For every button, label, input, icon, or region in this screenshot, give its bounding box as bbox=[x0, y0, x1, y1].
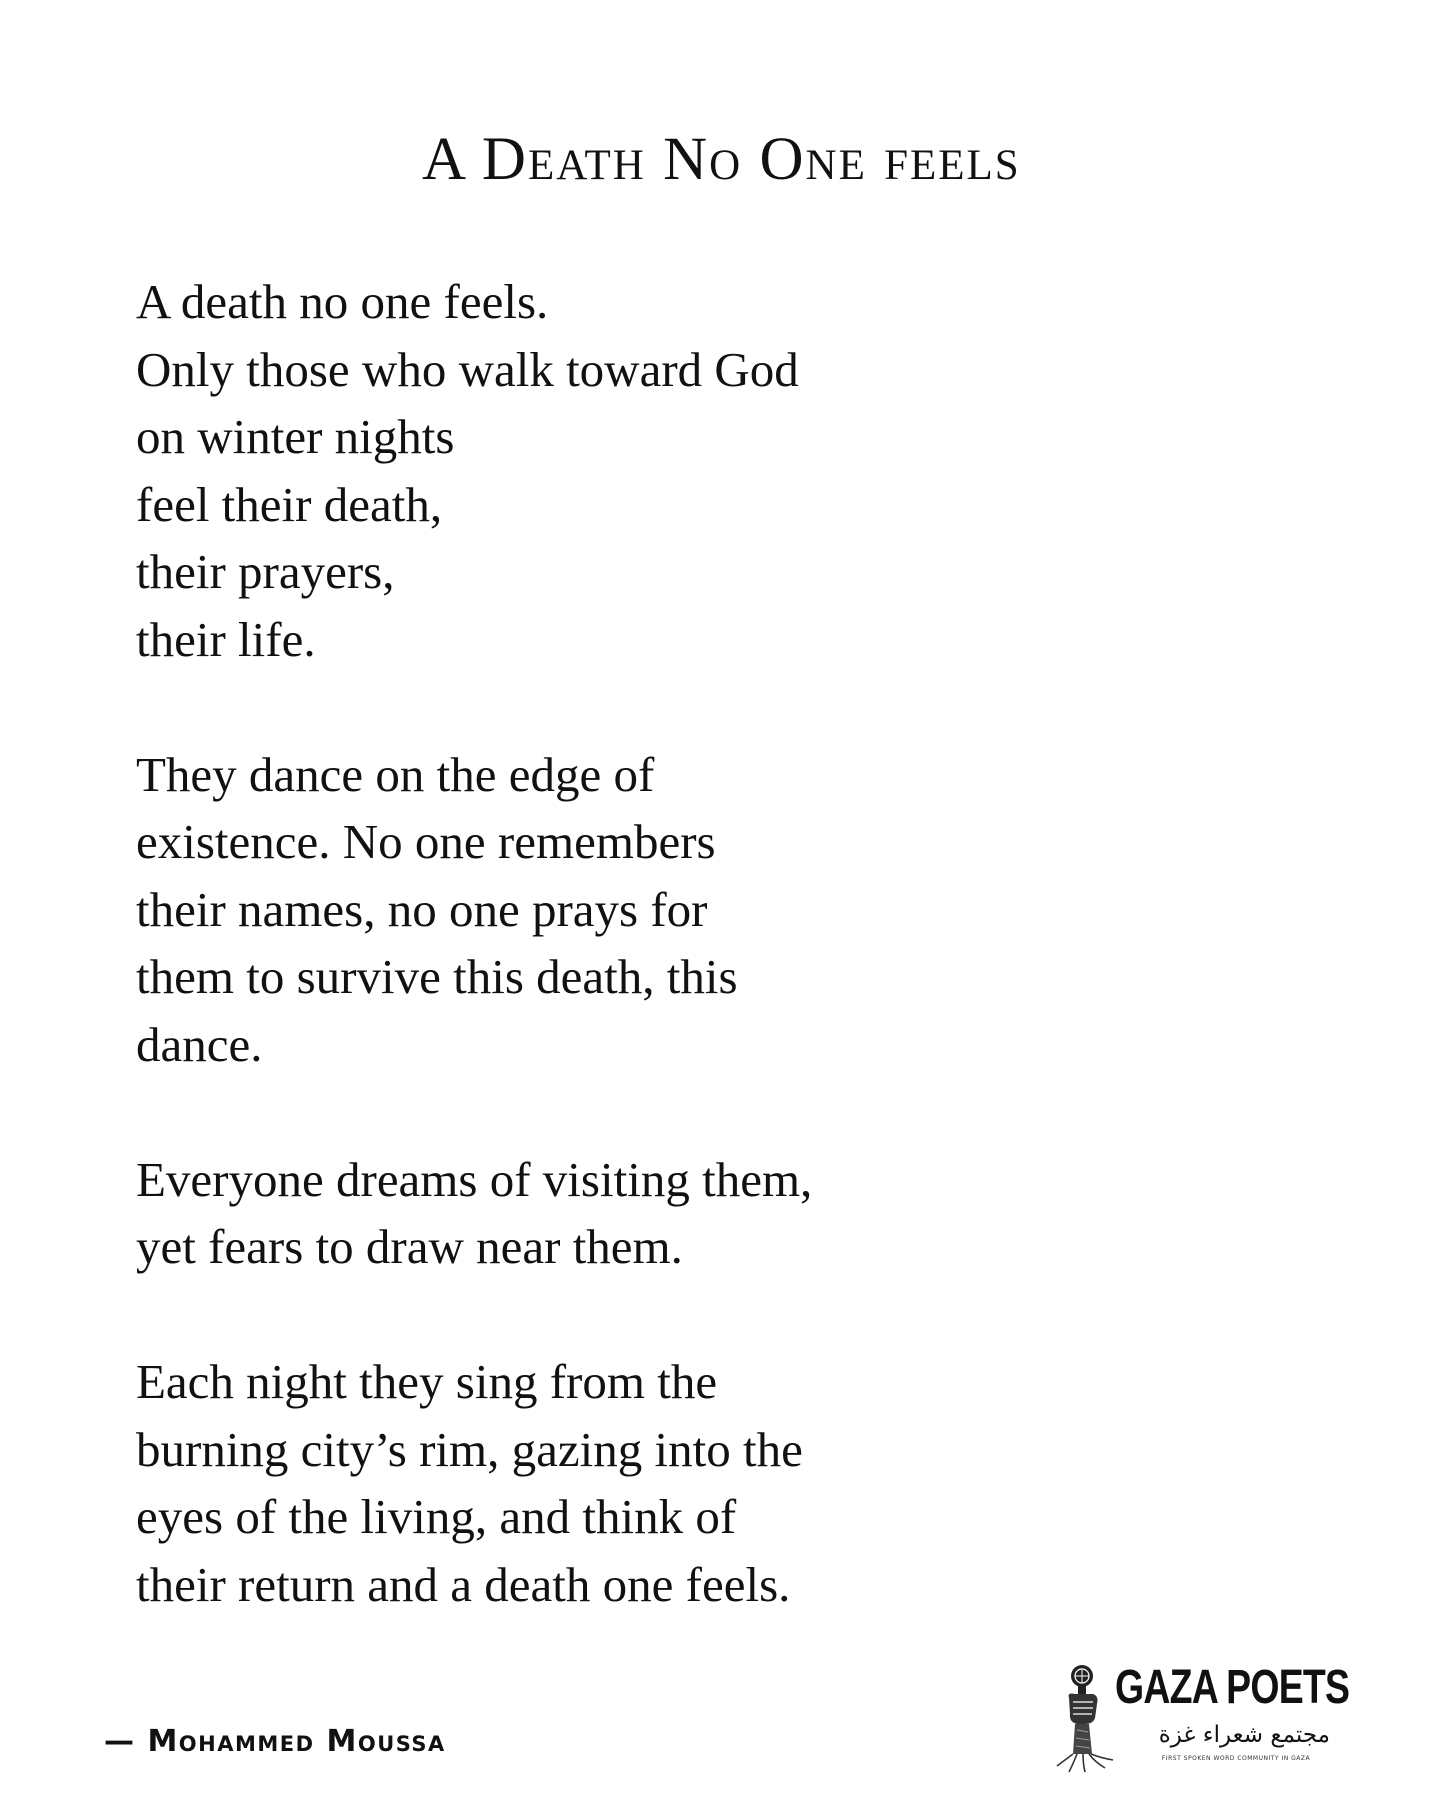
logo-arabic-name: مجتمع شعراء غزة bbox=[1158, 1722, 1330, 1748]
stanza-1 bbox=[136, 268, 1136, 673]
poem-line: their prayers, bbox=[136, 544, 395, 599]
microphone-hand-icon bbox=[1055, 1662, 1115, 1774]
poem-line: them to survive this death, this bbox=[136, 949, 738, 1004]
logo-name: GAZA POETS bbox=[1115, 1661, 1350, 1714]
poem-line: existence. No one remembers bbox=[136, 814, 716, 869]
poem-line: burning city’s rim, gazing into the bbox=[136, 1421, 803, 1477]
stanza-2 bbox=[136, 741, 1136, 1079]
gaza-poets-logo bbox=[1055, 1658, 1350, 1780]
poem-line: eyes of the living, and think of bbox=[136, 1489, 737, 1544]
poem-line: They dance on the edge of bbox=[136, 746, 655, 802]
poem-line: their names, no one prays for bbox=[136, 881, 708, 937]
poem-line: their life. bbox=[136, 611, 316, 667]
poem-line: dance. bbox=[136, 1016, 263, 1072]
poem-line: yet fears to draw near them. bbox=[136, 1219, 683, 1274]
poem-line: feel their death, bbox=[136, 476, 443, 532]
stanza-4 bbox=[136, 1348, 1136, 1618]
poem-line: Only those who walk toward God bbox=[136, 341, 799, 397]
poem-body bbox=[136, 268, 1136, 1618]
logo-tagline: FIRST SPOKEN WORD COMMUNITY IN GAZA bbox=[1161, 1755, 1311, 1762]
poem-line: on winter nights bbox=[136, 409, 455, 464]
poem-title: A Death No One feels bbox=[422, 126, 1021, 193]
stanza-3 bbox=[136, 1146, 1136, 1281]
author-credit: — Mohammed Moussa bbox=[104, 1724, 446, 1759]
poem-line: their return and a death one feels. bbox=[136, 1556, 791, 1612]
poem-line: A death no one feels. bbox=[136, 274, 549, 329]
poem-line: Everyone dreams of visiting them, bbox=[136, 1151, 813, 1207]
poem-line: Each night they sing from the bbox=[136, 1354, 718, 1409]
